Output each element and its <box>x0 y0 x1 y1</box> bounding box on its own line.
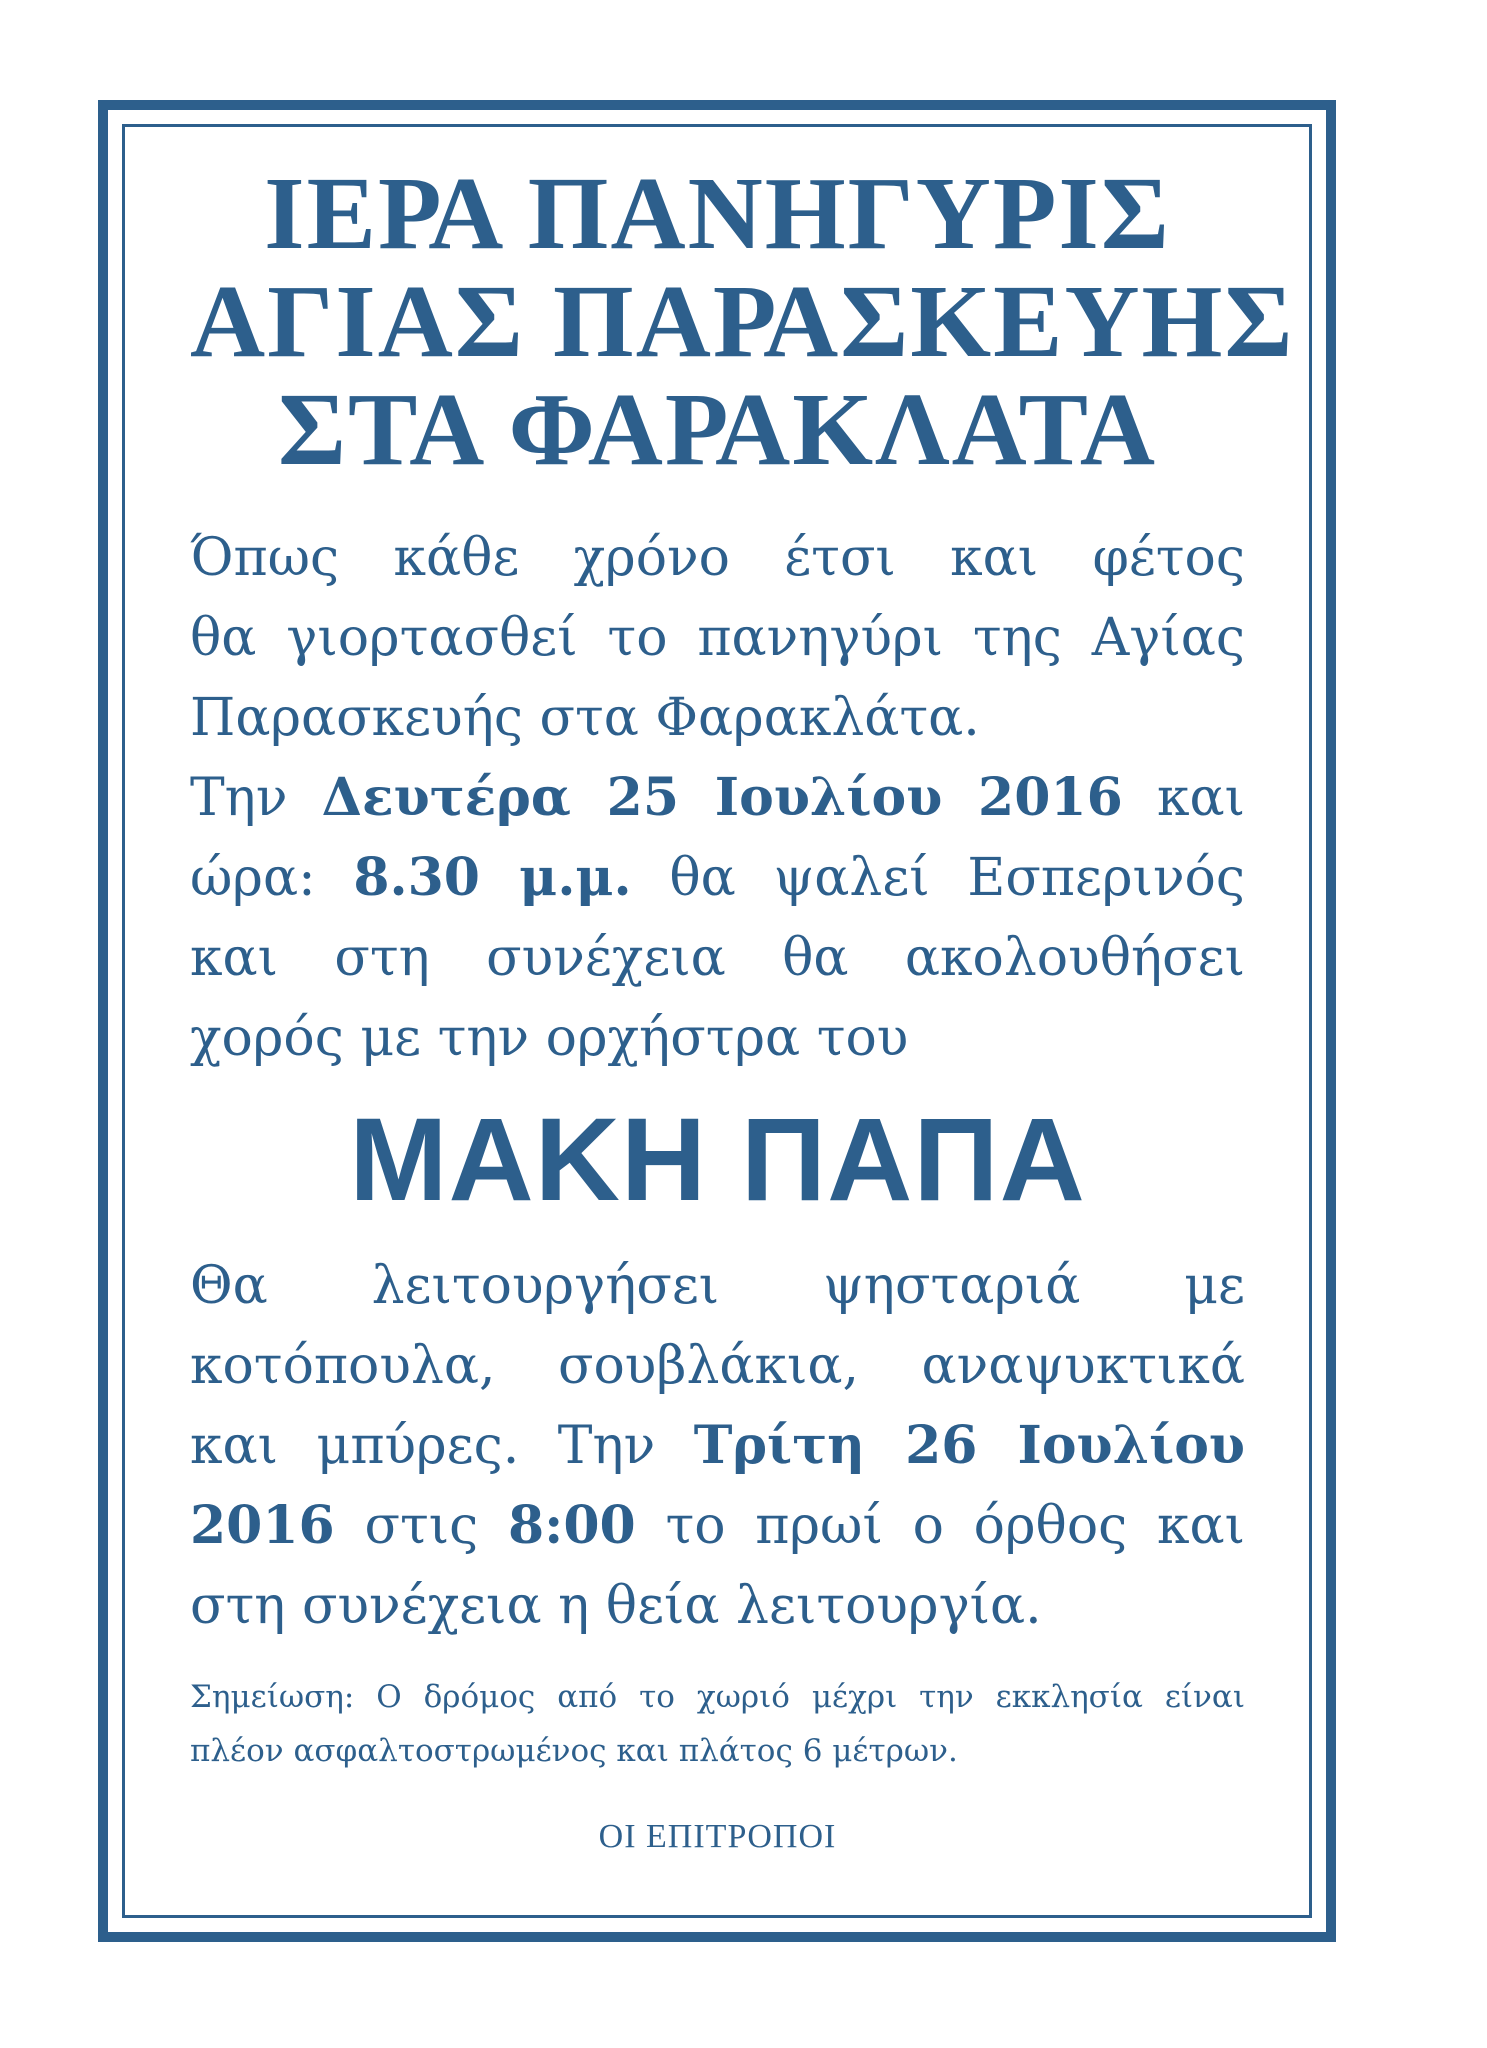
second-line-3 <box>190 1406 1245 1486</box>
liturgy-year: 2016 <box>190 1495 335 1556</box>
intro-line-4 <box>190 758 1245 838</box>
intro-line-5 <box>190 838 1245 918</box>
poster-title <box>190 156 1295 487</box>
second-paragraph <box>190 1246 1245 1646</box>
note-line-1: Σημείωση: Ο δρόμος από το χωριό μέχρι την εκκλησία είναι <box>190 1679 1245 1715</box>
intro-line-2: θα γιορτασθεί το πανηγύρι της Αγίας <box>190 608 1245 668</box>
band-name: ΜΑΚΗ ΠΑΠΑ <box>349 1094 1086 1226</box>
liturgy-date: Τρίτη 26 Ιουλίου <box>693 1415 1245 1476</box>
intro-line-7: χορός με την ορχήστρα του <box>190 1008 909 1068</box>
vespers-time: 8.30 μ.μ. <box>353 847 632 908</box>
vespers-date: Δευτέρα 25 Ιουλίου 2016 <box>321 767 1123 828</box>
second-line-5: στη συνέχεια η θεία λειτουργία. <box>190 1576 1042 1636</box>
intro-paragraph <box>190 518 1245 1078</box>
intro-line-5-text-c: θα ψαλεί Εσπερινός <box>631 848 1245 908</box>
intro-line-1: Όπως κάθε χρόνο έτσι και φέτος <box>190 528 1245 588</box>
liturgy-time: 8:00 <box>508 1495 636 1556</box>
second-line-4-text-b: στις <box>334 1496 508 1556</box>
title-line-3: ΣΤΑ ΦΑΡΑΚΛΑΤΑ <box>277 372 1158 487</box>
second-line-1: Θα λειτουργήσει ψησταριά με <box>190 1256 1245 1316</box>
title-line-1: ΙΕΡΑ ΠΑΝΗΓΥΡΙΣ <box>264 156 1171 271</box>
second-line-3-text-a: και μπύρες. Την <box>190 1416 694 1476</box>
intro-line-5-text-a: ώρα: <box>190 848 354 908</box>
title-line-2: ΑΓΙΑΣ ΠΑΡΑΣΚΕΥΗΣ <box>190 264 1295 379</box>
second-line-4-text-d: το πρωί ο όρθος και <box>635 1496 1245 1556</box>
road-note <box>190 1670 1245 1778</box>
intro-line-4-text-c: και <box>1122 768 1245 828</box>
committee-signature: ΟΙ ΕΠΙΤΡΟΠΟΙ <box>598 1818 837 1855</box>
second-line-2: κοτόπουλα, σουβλάκια, αναψυκτικά <box>190 1336 1245 1396</box>
poster-content <box>190 156 1295 1856</box>
note-line-2: πλέον ασφαλτοστρωμένος και πλάτος 6 μέτρων. <box>190 1733 958 1769</box>
intro-line-4-text-a: Την <box>190 768 322 828</box>
intro-line-3: Παρασκευής στα Φαρακλάτα. <box>190 688 980 748</box>
second-line-4 <box>190 1486 1245 1566</box>
intro-line-6: και στη συνέχεια θα ακολουθήσει <box>190 928 1245 988</box>
